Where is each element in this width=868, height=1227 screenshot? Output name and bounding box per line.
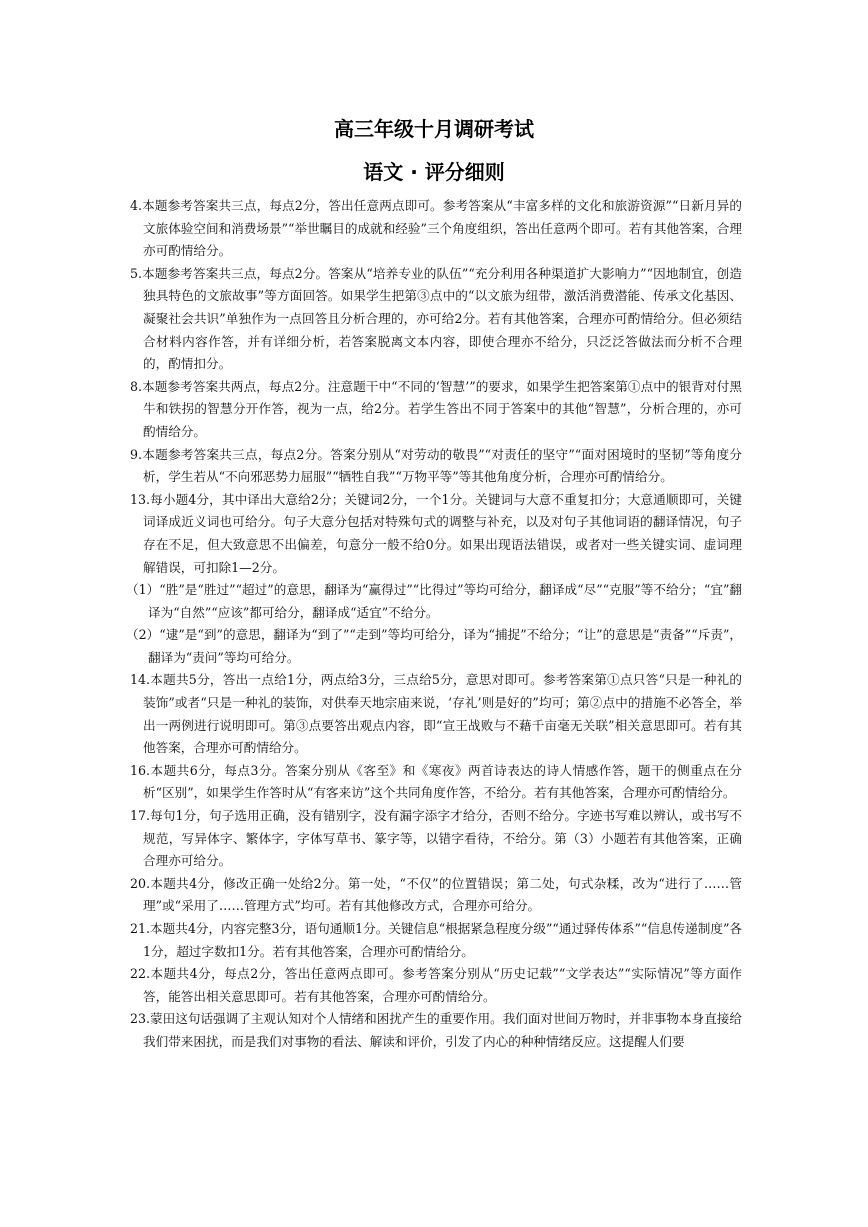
page-subtitle: 语文 · 评分细则 bbox=[363, 160, 505, 184]
rule-item-13-sub-1: （1）“胜”是“胜过”“超过”的意思，翻译为“赢得过”“比得过”等均可给分，翻译成“尽”“克服”等不给分；“宜”翻译为“自然”“应该”都可给分，翻译成“适宜”不给分。 bbox=[126, 582, 742, 620]
rule-item-9: 9.本题参考答案共三点，每点2分。答案分别从“对劳动的敬畏”“对责任的坚守”“面对困境时的坚韧”等角度分析，学生若从“不向邪恶势力屈服”“牺牲自我”“万物平等”等其他角度分析，合理亦可酌情给分。 bbox=[130, 446, 742, 485]
rule-item-8: 8.本题参考答案共两点，每点2分。注意题干中“不同的‘智慧’”的要求，如果学生把答案第①点中的银背对付黑牛和铁拐的智慧分开作答，视为一点，给2分。若学生答出不同于答案中的其他“智慧”，分析合理的，亦可酌情给分。 bbox=[130, 378, 742, 439]
page-title: 高三年级十月调研考试 bbox=[334, 117, 534, 141]
rule-item-21: 21.本题共4分，内容完整3分，语句通顺1分。关键信息“根据紧急程度分级”“通过驿传体系”“信息传递制度”各1分，超过字数扣1分。若有其他答案，合理亦可酌情给分。 bbox=[130, 921, 742, 959]
rule-item-13-sub-2: （2）“逮”是“到”的意思，翻译为“到了”“走到”等均可给分，译为“捕捉”不给分；“让”的意思是“责备”“斥责”，翻译为“责问”等均可给分。 bbox=[126, 627, 742, 665]
rule-item-5: 5.本题参考答案共三点，每点2分。答案从“培养专业的队伍”“充分利用各种渠道扩大影响力”“因地制宜，创造独具特色的文旅故事”等方面回答。如果学生把第③点中的“以文旅为纽带，激活消费潜能、传承文化基因、凝聚社会共识”单独作为一点回答且分析合理的，亦可给2分。若有其他答案，合理亦可酌情给分。但必须结合材料内容作答，并有详细分析，若答案脱离文本内容，即使合理亦不给分，只泛泛答做法而分析不合理的，酌情扣分。 bbox=[130, 265, 742, 372]
scoring-rules-body bbox=[126, 195, 742, 1054]
rule-item-22: 22.本题共4分，每点2分，答出任意两点即可。参考答案分别从“历史记载”“文学表达”“实际情况”等方面作答，能答出相关意思即可。若有其他答案，合理亦可酌情给分。 bbox=[130, 966, 742, 1004]
rule-item-13: 13.每小题4分，其中译出大意给2分；关键词2分，一个1分。关键词与大意不重复扣分；大意通顺即可，关键词译成近义词也可给分。句子大意分包括对特殊句式的调整与补充，以及对句子其他词语的翻译情况，句子存在不足，但大致意思不出偏差，句意分一般不给0分。如果出现语法错误，或者对一些关键实词、虚词理解错误，可扣除1—2分。 bbox=[130, 491, 742, 575]
rule-item-17: 17.每句1分，句子选用正确，没有错别字，没有漏字添字才给分，否则不给分。字迹书写难以辨认，或书写不规范，写异体字、繁体字，字体写草书、篆字等，以错字看待，不给分。第（3）小题若有其他答案，正确合理亦可给分。 bbox=[130, 808, 742, 869]
rule-item-4: 4.本题参考答案共三点，每点2分，答出任意两点即可。参考答案从“丰富多样的文化和旅游资源”“日新月异的文旅体验空间和消费场景”“举世瞩目的成就和经验”三个角度组织，答出任意两个即可。若有其他答案，合理亦可酌情给分。 bbox=[130, 198, 742, 259]
rule-item-14: 14.本题共5分，答出一点给1分，两点给3分，三点给5分，意思对即可。参考答案第①点只答“只是一种礼的装饰”或者“只是一种礼的装饰，对供奉天地宗庙来说，‘存礼’则是好的”均可；第②点中的措施不必答全，举出一两例进行说明即可。第③点要答出观点内容，即“宣王战败与不藉千亩毫无关联”相关意思即可。若有其他答案，合理亦可酌情给分。 bbox=[130, 672, 742, 756]
rule-item-16: 16.本题共6分，每点3分。答案分别从《客至》和《寒夜》两首诗表达的诗人情感作答，题干的侧重点在分析“区别”，如果学生作答时从“有客来访”这个共同角度作答，不给分。若有其他答案，合理亦可酌情给分。 bbox=[130, 762, 742, 801]
rule-item-23: 23.蒙田这句话强调了主观认知对个人情绪和困扰产生的重要作用。我们面对世间万物时，并非事物本身直接给我们带来困扰，而是我们对事物的看法、解读和评价，引发了内心的种种情绪反应。这提醒人们要 bbox=[130, 1011, 742, 1049]
rule-item-20: 20.本题共4分，修改正确一处给2分。第一处，“不仅”的位置错误；第二处，句式杂糅，改为“进行了……管理”或“采用了……管理方式”均可。若有其他修改方式，合理亦可给分。 bbox=[130, 875, 742, 914]
